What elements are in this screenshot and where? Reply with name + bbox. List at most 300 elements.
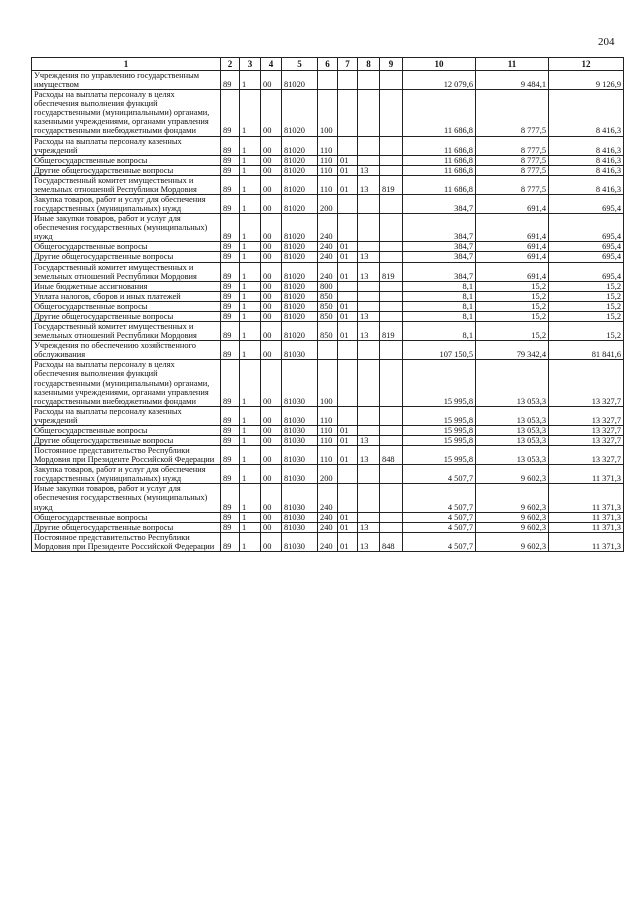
code-cell: 240	[318, 262, 338, 281]
table-row	[32, 252, 624, 262]
code-cell: 1	[240, 465, 261, 484]
code-cell: 13	[358, 532, 380, 551]
code-cell: 00	[261, 522, 282, 532]
code-cell: 200	[318, 465, 338, 484]
code-cell: 01	[338, 311, 358, 321]
table-row	[32, 90, 624, 136]
amount-cell: 11 371,3	[549, 512, 624, 522]
amount-cell: 691,4	[476, 262, 549, 281]
code-cell: 81020	[282, 281, 318, 291]
code-cell: 13	[358, 446, 380, 465]
amount-cell: 9 602,3	[476, 522, 549, 532]
code-cell: 89	[221, 155, 240, 165]
code-cell: 00	[261, 301, 282, 311]
amount-cell: 15,2	[476, 322, 549, 341]
code-cell: 00	[261, 322, 282, 341]
table-row	[32, 281, 624, 291]
code-cell	[358, 242, 380, 252]
amount-cell: 15,2	[476, 281, 549, 291]
amount-cell: 15,2	[549, 322, 624, 341]
column-header: 12	[549, 58, 624, 71]
code-cell: 89	[221, 301, 240, 311]
code-cell	[338, 136, 358, 155]
amount-cell: 4 507,7	[403, 484, 476, 512]
code-cell: 1	[240, 532, 261, 551]
row-name-cell: Другие общегосударственные вопросы	[32, 311, 221, 321]
code-cell: 00	[261, 425, 282, 435]
amount-cell: 15,2	[549, 301, 624, 311]
code-cell: 240	[318, 532, 338, 551]
code-cell: 240	[318, 214, 338, 242]
table-body	[32, 71, 624, 552]
amount-cell: 384,7	[403, 214, 476, 242]
code-cell: 240	[318, 512, 338, 522]
code-cell	[358, 136, 380, 155]
code-cell	[358, 425, 380, 435]
code-cell: 13	[358, 262, 380, 281]
table-row	[32, 195, 624, 214]
table-row	[32, 311, 624, 321]
amount-cell: 8,1	[403, 291, 476, 301]
code-cell: 81030	[282, 522, 318, 532]
code-cell: 1	[240, 214, 261, 242]
code-cell: 01	[338, 252, 358, 262]
code-cell: 110	[318, 446, 338, 465]
code-cell	[358, 360, 380, 406]
code-cell: 81020	[282, 90, 318, 136]
amount-cell: 12 079,6	[403, 71, 476, 90]
code-cell: 110	[318, 406, 338, 425]
code-cell	[338, 195, 358, 214]
code-cell	[358, 90, 380, 136]
amount-cell: 9 602,3	[476, 512, 549, 522]
code-cell: 1	[240, 90, 261, 136]
code-cell: 240	[318, 522, 338, 532]
code-cell: 81030	[282, 484, 318, 512]
code-cell: 00	[261, 446, 282, 465]
code-cell	[380, 71, 403, 90]
amount-cell: 13 053,3	[476, 435, 549, 445]
code-cell	[358, 512, 380, 522]
table-row	[32, 175, 624, 194]
code-cell: 89	[221, 90, 240, 136]
column-header: 2	[221, 58, 240, 71]
code-cell: 81020	[282, 252, 318, 262]
code-cell: 89	[221, 522, 240, 532]
row-name-cell: Другие общегосударственные вопросы	[32, 165, 221, 175]
amount-cell: 15 995,8	[403, 360, 476, 406]
code-cell: 81030	[282, 532, 318, 551]
code-cell	[338, 341, 358, 360]
amount-cell: 15 995,8	[403, 446, 476, 465]
code-cell: 81030	[282, 435, 318, 445]
code-cell: 81020	[282, 71, 318, 90]
code-cell: 100	[318, 360, 338, 406]
code-cell: 81020	[282, 311, 318, 321]
amount-cell: 695,4	[549, 262, 624, 281]
code-cell: 00	[261, 242, 282, 252]
page-number: 204	[598, 36, 615, 48]
code-cell	[358, 71, 380, 90]
code-cell: 81020	[282, 195, 318, 214]
code-cell: 81030	[282, 446, 318, 465]
code-cell: 00	[261, 484, 282, 512]
code-cell: 89	[221, 281, 240, 291]
table-row	[32, 341, 624, 360]
code-cell: 110	[318, 155, 338, 165]
code-cell	[338, 465, 358, 484]
code-cell: 89	[221, 425, 240, 435]
code-cell	[380, 242, 403, 252]
amount-cell: 11 371,3	[549, 465, 624, 484]
table-row	[32, 484, 624, 512]
code-cell	[380, 512, 403, 522]
code-cell	[338, 214, 358, 242]
code-cell	[380, 155, 403, 165]
code-cell: 1	[240, 311, 261, 321]
code-cell: 200	[318, 195, 338, 214]
code-cell: 240	[318, 252, 338, 262]
code-cell: 89	[221, 360, 240, 406]
code-cell	[380, 301, 403, 311]
amount-cell: 8 777,5	[476, 136, 549, 155]
code-cell: 89	[221, 262, 240, 281]
code-cell	[358, 155, 380, 165]
table-row	[32, 435, 624, 445]
column-header: 11	[476, 58, 549, 71]
code-cell: 00	[261, 214, 282, 242]
code-cell	[318, 71, 338, 90]
amount-cell: 9 126,9	[549, 71, 624, 90]
code-cell: 00	[261, 341, 282, 360]
code-cell: 800	[318, 281, 338, 291]
row-name-cell: Расходы на выплаты персоналу казенных учреждений	[32, 406, 221, 425]
code-cell: 00	[261, 195, 282, 214]
row-name-cell: Постоянное представительство Республики Мордовия при Президенте Российской Федерации	[32, 446, 221, 465]
code-cell: 13	[358, 175, 380, 194]
code-cell: 00	[261, 155, 282, 165]
amount-cell: 13 327,7	[549, 406, 624, 425]
code-cell	[380, 341, 403, 360]
amount-cell: 11 686,8	[403, 165, 476, 175]
code-cell: 1	[240, 301, 261, 311]
code-cell: 81030	[282, 512, 318, 522]
column-header: 4	[261, 58, 282, 71]
code-cell: 89	[221, 465, 240, 484]
code-cell: 01	[338, 435, 358, 445]
table-row	[32, 465, 624, 484]
code-cell: 81020	[282, 301, 318, 311]
amount-cell: 11 686,8	[403, 136, 476, 155]
amount-cell: 13 327,7	[549, 360, 624, 406]
code-cell: 1	[240, 435, 261, 445]
amount-cell: 384,7	[403, 242, 476, 252]
code-cell: 1	[240, 175, 261, 194]
amount-cell: 13 327,7	[549, 435, 624, 445]
code-cell: 89	[221, 435, 240, 445]
row-name-cell: Учреждения по управлению государственным имуществом	[32, 71, 221, 90]
code-cell: 89	[221, 484, 240, 512]
code-cell: 819	[380, 262, 403, 281]
amount-cell: 695,4	[549, 214, 624, 242]
table-row	[32, 522, 624, 532]
amount-cell: 695,4	[549, 242, 624, 252]
amount-cell: 15,2	[476, 301, 549, 311]
row-name-cell: Учреждения по обеспечению хозяйственного обслуживания	[32, 341, 221, 360]
code-cell: 00	[261, 532, 282, 551]
amount-cell: 79 342,4	[476, 341, 549, 360]
amount-cell: 691,4	[476, 195, 549, 214]
amount-cell: 9 602,3	[476, 484, 549, 512]
amount-cell: 8 416,3	[549, 175, 624, 194]
code-cell: 81020	[282, 322, 318, 341]
amount-cell: 8 416,3	[549, 90, 624, 136]
code-cell	[380, 360, 403, 406]
code-cell	[338, 291, 358, 301]
code-cell	[380, 435, 403, 445]
column-header: 7	[338, 58, 358, 71]
code-cell	[338, 406, 358, 425]
amount-cell: 15 995,8	[403, 425, 476, 435]
code-cell: 01	[338, 155, 358, 165]
code-cell: 01	[338, 175, 358, 194]
code-cell: 01	[338, 532, 358, 551]
code-cell	[358, 291, 380, 301]
amount-cell: 8 416,3	[549, 136, 624, 155]
code-cell: 110	[318, 435, 338, 445]
code-cell: 81020	[282, 242, 318, 252]
code-cell	[380, 425, 403, 435]
table-row	[32, 301, 624, 311]
code-cell	[358, 465, 380, 484]
code-cell	[380, 311, 403, 321]
code-cell: 1	[240, 425, 261, 435]
code-cell: 13	[358, 252, 380, 262]
code-cell: 00	[261, 291, 282, 301]
amount-cell: 15,2	[476, 291, 549, 301]
code-cell: 89	[221, 214, 240, 242]
amount-cell: 8,1	[403, 322, 476, 341]
column-header: 6	[318, 58, 338, 71]
table-row	[32, 262, 624, 281]
code-cell: 81030	[282, 360, 318, 406]
code-cell: 89	[221, 341, 240, 360]
code-cell	[338, 71, 358, 90]
code-cell	[380, 465, 403, 484]
row-name-cell: Закупка товаров, работ и услуг для обеспечения государственных (муниципальных) нужд	[32, 195, 221, 214]
code-cell: 850	[318, 291, 338, 301]
amount-cell: 13 053,3	[476, 406, 549, 425]
row-name-cell: Общегосударственные вопросы	[32, 512, 221, 522]
amount-cell: 4 507,7	[403, 465, 476, 484]
code-cell: 89	[221, 311, 240, 321]
code-cell: 1	[240, 195, 261, 214]
table-row	[32, 406, 624, 425]
code-cell: 819	[380, 175, 403, 194]
code-cell	[380, 195, 403, 214]
amount-cell: 13 053,3	[476, 425, 549, 435]
code-cell: 00	[261, 435, 282, 445]
code-cell: 1	[240, 341, 261, 360]
column-header: 1	[32, 58, 221, 71]
code-cell	[358, 484, 380, 512]
amount-cell: 9 602,3	[476, 465, 549, 484]
row-name-cell: Уплата налогов, сборов и иных платежей	[32, 291, 221, 301]
code-cell: 1	[240, 155, 261, 165]
code-cell: 110	[318, 425, 338, 435]
code-cell: 13	[358, 322, 380, 341]
amount-cell: 11 686,8	[403, 175, 476, 194]
amount-cell: 107 150,5	[403, 341, 476, 360]
code-cell	[380, 522, 403, 532]
code-cell	[358, 406, 380, 425]
code-cell	[380, 136, 403, 155]
code-cell: 89	[221, 165, 240, 175]
amount-cell: 11 371,3	[549, 484, 624, 512]
code-cell: 1	[240, 446, 261, 465]
table-row	[32, 136, 624, 155]
code-cell: 89	[221, 195, 240, 214]
amount-cell: 11 371,3	[549, 522, 624, 532]
amount-cell: 4 507,7	[403, 532, 476, 551]
code-cell	[380, 406, 403, 425]
amount-cell: 384,7	[403, 252, 476, 262]
code-cell: 240	[318, 242, 338, 252]
amount-cell: 8,1	[403, 301, 476, 311]
table-row	[32, 512, 624, 522]
code-cell: 81030	[282, 425, 318, 435]
table-row	[32, 242, 624, 252]
amount-cell: 11 686,8	[403, 155, 476, 165]
table-row	[32, 446, 624, 465]
code-cell	[338, 90, 358, 136]
code-cell: 13	[358, 522, 380, 532]
code-cell	[358, 341, 380, 360]
amount-cell: 8,1	[403, 281, 476, 291]
row-name-cell: Закупка товаров, работ и услуг для обеспечения государственных (муниципальных) нужд	[32, 465, 221, 484]
code-cell: 89	[221, 136, 240, 155]
row-name-cell: Расходы на выплаты персоналу казенных учреждений	[32, 136, 221, 155]
code-cell: 81020	[282, 262, 318, 281]
code-cell: 89	[221, 446, 240, 465]
amount-cell: 8 777,5	[476, 165, 549, 175]
code-cell	[380, 484, 403, 512]
table-row	[32, 165, 624, 175]
row-name-cell: Общегосударственные вопросы	[32, 155, 221, 165]
table-row	[32, 322, 624, 341]
row-name-cell: Расходы на выплаты персоналу в целях обеспечения выполнения функций государственными (муниципальными) органами, казенными учреждениями, органами управления государственными внебюджетными фондами	[32, 360, 221, 406]
code-cell: 89	[221, 532, 240, 551]
code-cell: 89	[221, 175, 240, 194]
amount-cell: 11 371,3	[549, 532, 624, 551]
column-header: 3	[240, 58, 261, 71]
table-row	[32, 425, 624, 435]
amount-cell: 691,4	[476, 252, 549, 262]
code-cell: 1	[240, 406, 261, 425]
code-cell: 89	[221, 406, 240, 425]
amount-cell: 15,2	[476, 311, 549, 321]
code-cell: 1	[240, 252, 261, 262]
code-cell: 81020	[282, 155, 318, 165]
amount-cell: 11 686,8	[403, 90, 476, 136]
code-cell: 81030	[282, 341, 318, 360]
table-row	[32, 214, 624, 242]
budget-table	[31, 57, 624, 552]
code-cell: 81020	[282, 165, 318, 175]
code-cell: 110	[318, 165, 338, 175]
code-cell	[380, 291, 403, 301]
code-cell: 1	[240, 242, 261, 252]
code-cell: 01	[338, 425, 358, 435]
code-cell: 819	[380, 322, 403, 341]
code-cell: 13	[358, 435, 380, 445]
row-name-cell: Государственный комитет имущественных и земельных отношений Республики Мордовия	[32, 322, 221, 341]
code-cell: 240	[318, 484, 338, 512]
column-header: 10	[403, 58, 476, 71]
amount-cell: 15 995,8	[403, 406, 476, 425]
amount-cell: 9 602,3	[476, 532, 549, 551]
code-cell: 00	[261, 71, 282, 90]
code-cell	[380, 214, 403, 242]
amount-cell: 8 416,3	[549, 165, 624, 175]
code-cell: 1	[240, 322, 261, 341]
row-name-cell: Другие общегосударственные вопросы	[32, 522, 221, 532]
code-cell: 1	[240, 512, 261, 522]
code-cell: 00	[261, 406, 282, 425]
row-name-cell: Общегосударственные вопросы	[32, 301, 221, 311]
column-header: 8	[358, 58, 380, 71]
code-cell: 848	[380, 532, 403, 551]
amount-cell: 695,4	[549, 195, 624, 214]
code-cell: 00	[261, 90, 282, 136]
code-cell: 89	[221, 512, 240, 522]
code-cell: 00	[261, 165, 282, 175]
code-cell: 110	[318, 136, 338, 155]
row-name-cell: Иные закупки товаров, работ и услуг для обеспечения государственных (муниципальных) нужд	[32, 214, 221, 242]
table-row	[32, 360, 624, 406]
code-cell: 1	[240, 522, 261, 532]
amount-cell: 13 053,3	[476, 446, 549, 465]
code-cell: 13	[358, 165, 380, 175]
amount-cell: 691,4	[476, 214, 549, 242]
code-cell	[338, 484, 358, 512]
code-cell: 89	[221, 252, 240, 262]
row-name-cell: Государственный комитет имущественных и земельных отношений Республики Мордовия	[32, 175, 221, 194]
column-header: 9	[380, 58, 403, 71]
code-cell: 81020	[282, 175, 318, 194]
code-cell	[380, 90, 403, 136]
code-cell: 01	[338, 242, 358, 252]
column-header: 5	[282, 58, 318, 71]
code-cell: 01	[338, 165, 358, 175]
code-cell: 13	[358, 311, 380, 321]
code-cell: 01	[338, 301, 358, 311]
code-cell	[380, 252, 403, 262]
code-cell: 01	[338, 322, 358, 341]
code-cell: 1	[240, 136, 261, 155]
amount-cell: 15,2	[549, 311, 624, 321]
code-cell: 01	[338, 446, 358, 465]
code-cell: 00	[261, 175, 282, 194]
amount-cell: 81 841,6	[549, 341, 624, 360]
code-cell: 01	[338, 512, 358, 522]
table-row	[32, 155, 624, 165]
code-cell: 1	[240, 360, 261, 406]
code-cell: 00	[261, 252, 282, 262]
code-cell: 89	[221, 71, 240, 90]
code-cell: 01	[338, 262, 358, 281]
code-cell: 89	[221, 322, 240, 341]
